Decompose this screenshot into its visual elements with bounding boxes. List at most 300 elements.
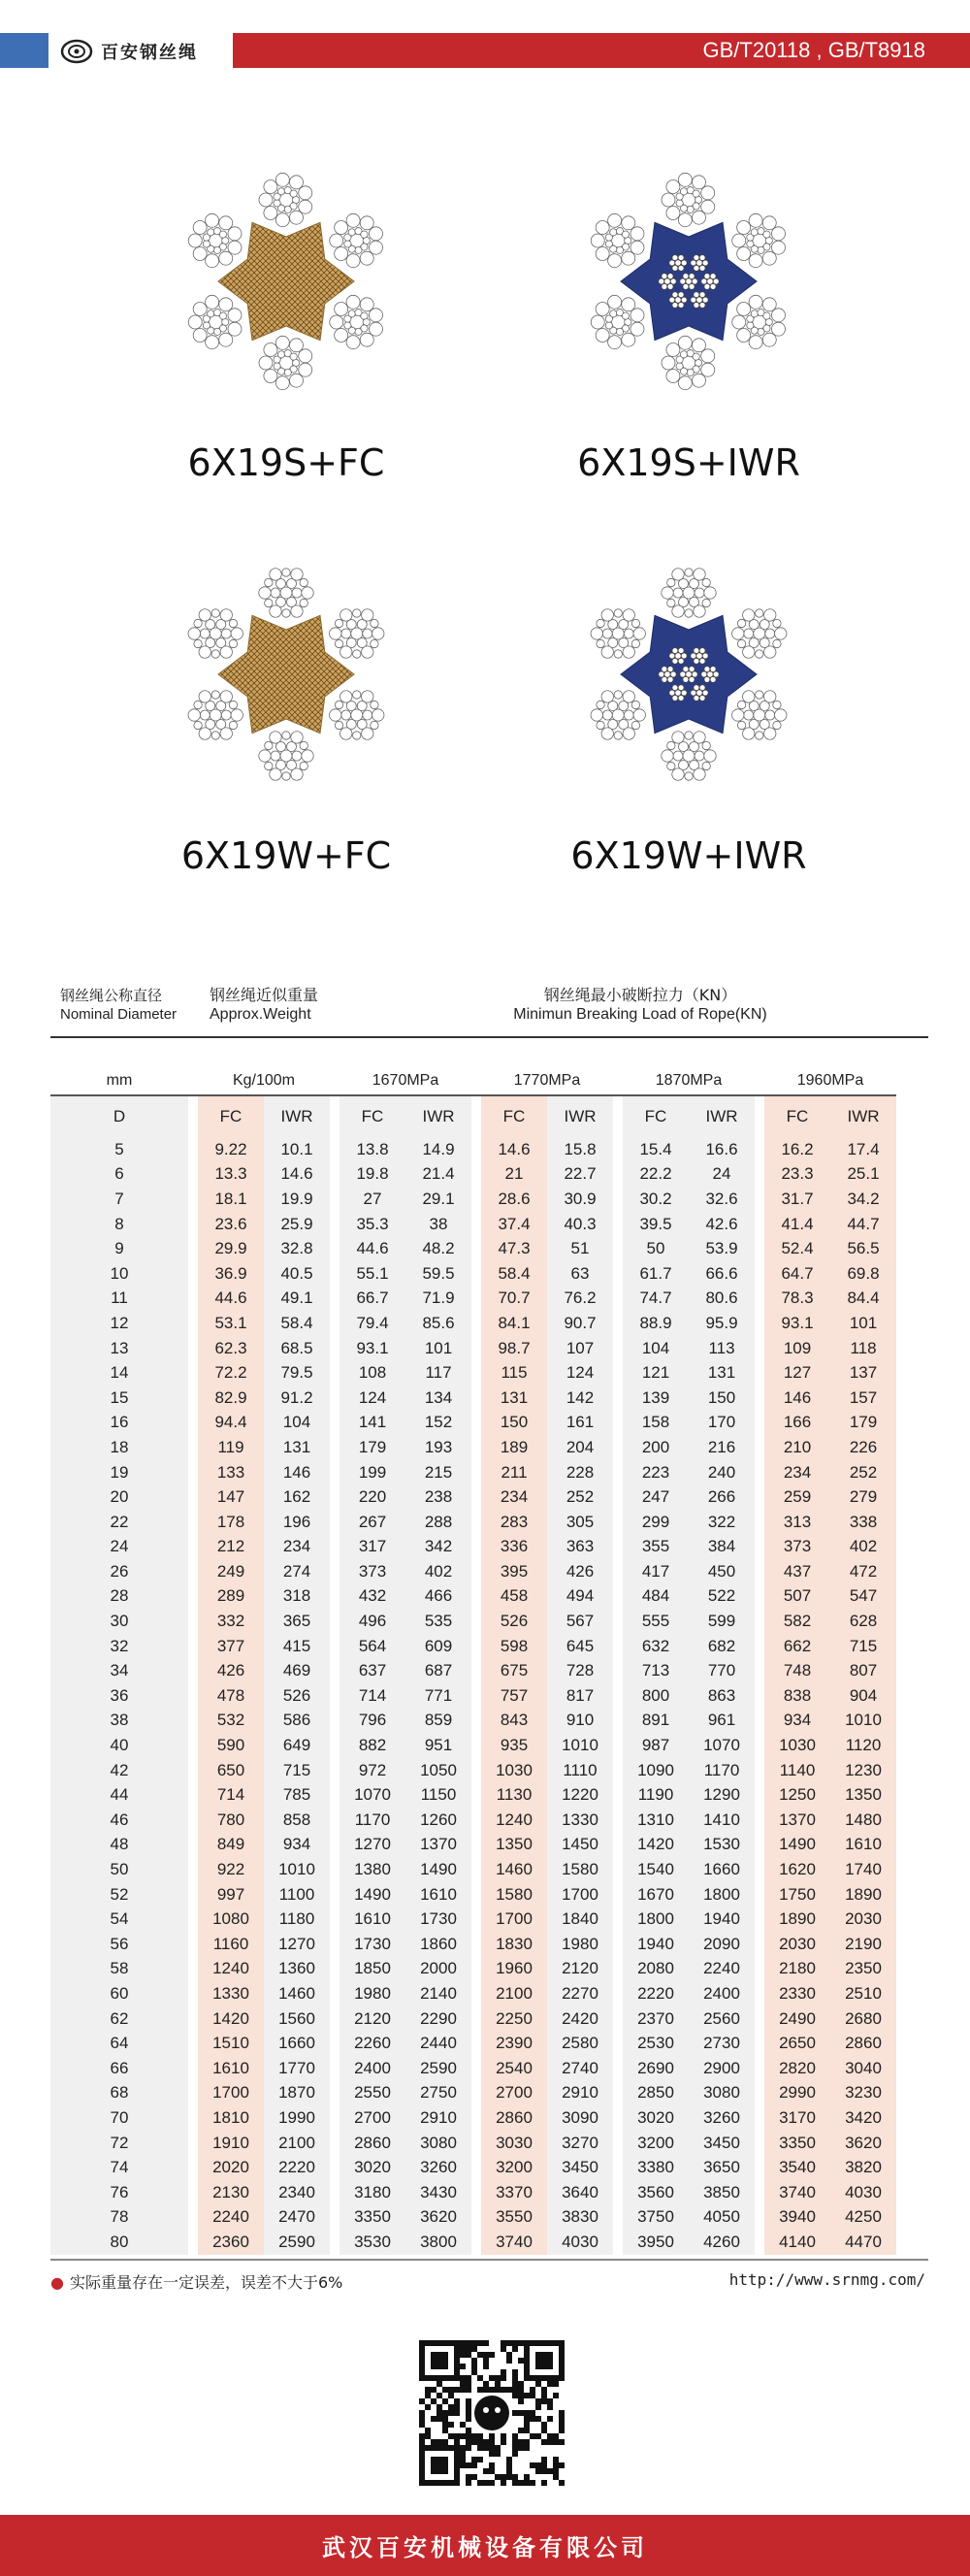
diameter-cell: 7: [50, 1187, 188, 1212]
value-cell: 58.4: [481, 1261, 547, 1287]
iwr-label: IWR: [264, 1095, 330, 1137]
diameter-cell: 10: [50, 1261, 188, 1287]
value-cell: 44.6: [198, 1287, 264, 1312]
value-cell: 166: [764, 1411, 830, 1436]
value-cell: 1420: [198, 2006, 264, 2032]
value-cell: 728: [547, 1658, 613, 1683]
value-cell: 179: [830, 1411, 896, 1436]
value-cell: 196: [264, 1510, 330, 1535]
value-cell: 37.4: [481, 1212, 547, 1237]
value-cell: 496: [340, 1609, 405, 1634]
value-cell: 14.6: [481, 1137, 547, 1162]
value-cell: 150: [689, 1386, 755, 1411]
value-cell: 2860: [830, 2031, 896, 2056]
table-row: [50, 1411, 896, 1436]
value-cell: 1450: [547, 1833, 613, 1858]
value-cell: 1670: [623, 1882, 689, 1908]
value-cell: 141: [340, 1411, 405, 1436]
diameter-cell: 30: [50, 1609, 188, 1634]
value-cell: 1070: [689, 1733, 755, 1758]
value-cell: 24: [689, 1162, 755, 1188]
value-cell: 1330: [547, 1808, 613, 1833]
value-cell: 1960: [481, 1957, 547, 1982]
value-cell: 2750: [405, 2081, 471, 2106]
value-cell: 450: [689, 1559, 755, 1584]
table-row: [50, 1559, 896, 1584]
value-cell: 68.5: [264, 1336, 330, 1361]
iwr-label: IWR: [405, 1095, 471, 1137]
value-cell: 3640: [547, 2180, 613, 2205]
rope-cross-section-6x19w-iwr: [567, 548, 810, 800]
value-cell: 61.7: [623, 1261, 689, 1287]
value-cell: 3040: [830, 2056, 896, 2081]
unit-weight: Kg/100m: [198, 1067, 330, 1095]
table-row: [50, 1484, 896, 1510]
value-cell: 472: [830, 1559, 896, 1584]
value-cell: 1610: [340, 1907, 405, 1932]
weight-header-cn: 钢丝绳近似重量: [210, 986, 319, 1004]
diameter-cell: 68: [50, 2081, 188, 2106]
value-cell: 74.7: [623, 1287, 689, 1312]
table-row: [50, 1609, 896, 1634]
value-cell: 90.7: [547, 1311, 613, 1336]
value-cell: 170: [689, 1411, 755, 1436]
value-cell: 567: [547, 1609, 613, 1634]
value-cell: 2100: [264, 2131, 330, 2156]
value-cell: 80.6: [689, 1287, 755, 1312]
diameter-cell: 8: [50, 1212, 188, 1237]
value-cell: 79.4: [340, 1311, 405, 1336]
value-cell: 2590: [405, 2056, 471, 2081]
value-cell: 2140: [405, 1981, 471, 2006]
value-cell: 687: [405, 1658, 471, 1683]
value-cell: 1030: [764, 1733, 830, 1758]
value-cell: 3260: [689, 2105, 755, 2131]
value-cell: 200: [623, 1435, 689, 1460]
diameter-cell: 64: [50, 2031, 188, 2056]
value-cell: 69.8: [830, 1261, 896, 1287]
value-cell: 910: [547, 1709, 613, 1734]
value-cell: 3540: [764, 2155, 830, 2180]
value-cell: 415: [264, 1634, 330, 1659]
value-cell: 1100: [264, 1882, 330, 1908]
value-cell: 2220: [264, 2155, 330, 2180]
value-cell: 2900: [689, 2056, 755, 2081]
value-cell: 590: [198, 1733, 264, 1758]
value-cell: 299: [623, 1510, 689, 1535]
value-cell: 1240: [481, 1808, 547, 1833]
value-cell: 858: [264, 1808, 330, 1833]
value-cell: 395: [481, 1559, 547, 1584]
value-cell: 2350: [830, 1957, 896, 1982]
value-cell: 377: [198, 1634, 264, 1659]
value-cell: 2030: [764, 1932, 830, 1957]
breaking-load-header: [485, 986, 795, 1025]
value-cell: 274: [264, 1559, 330, 1584]
value-cell: 402: [830, 1535, 896, 1560]
value-cell: 161: [547, 1411, 613, 1436]
value-cell: 240: [689, 1460, 755, 1485]
value-cell: 1840: [547, 1907, 613, 1932]
value-cell: 249: [198, 1559, 264, 1584]
value-cell: 2440: [405, 2031, 471, 2056]
value-cell: 1620: [764, 1857, 830, 1882]
value-cell: 1770: [264, 2056, 330, 2081]
value-cell: 1910: [198, 2131, 264, 2156]
value-cell: 115: [481, 1360, 547, 1386]
value-cell: 215: [405, 1460, 471, 1485]
value-cell: 2340: [264, 2180, 330, 2205]
table-row: [50, 2155, 896, 2180]
value-cell: 317: [340, 1535, 405, 1560]
table-row: [50, 1435, 896, 1460]
value-cell: 1730: [340, 1932, 405, 1957]
diameter-cell: 12: [50, 1311, 188, 1336]
value-cell: 1030: [481, 1758, 547, 1783]
rope-title-6x19s-fc: 6X19S+FC: [187, 441, 385, 484]
value-cell: 3020: [340, 2155, 405, 2180]
value-cell: 1510: [198, 2031, 264, 2056]
diameter-cell: 74: [50, 2155, 188, 2180]
value-cell: 289: [198, 1584, 264, 1610]
value-cell: 1180: [264, 1907, 330, 1932]
value-cell: 2990: [764, 2081, 830, 2106]
value-cell: 466: [405, 1584, 471, 1610]
value-cell: 94.4: [198, 1411, 264, 1436]
value-cell: 859: [405, 1709, 471, 1734]
value-cell: 934: [764, 1709, 830, 1734]
value-cell: 152: [405, 1411, 471, 1436]
iwr-label: IWR: [547, 1095, 613, 1137]
value-cell: 179: [340, 1435, 405, 1460]
table-row: [50, 1236, 896, 1261]
value-cell: 1460: [264, 1981, 330, 2006]
value-cell: 526: [481, 1609, 547, 1634]
value-cell: 3850: [689, 2180, 755, 2205]
value-cell: 137: [830, 1360, 896, 1386]
table-row: [50, 1584, 896, 1610]
value-cell: 226: [830, 1435, 896, 1460]
value-cell: 757: [481, 1683, 547, 1709]
value-cell: 267: [340, 1510, 405, 1535]
website-link[interactable]: http://www.srnmg.com/: [728, 2270, 925, 2289]
table-row: [50, 1907, 896, 1932]
wechat-qr-code-icon: [419, 2340, 565, 2486]
value-cell: 1360: [264, 1957, 330, 1982]
value-cell: 91.2: [264, 1386, 330, 1411]
value-cell: 1530: [689, 1833, 755, 1858]
value-cell: 1850: [340, 1957, 405, 1982]
value-cell: 458: [481, 1584, 547, 1610]
table-row: [50, 1386, 896, 1411]
value-cell: 220: [340, 1484, 405, 1510]
value-cell: 121: [623, 1360, 689, 1386]
value-cell: 1010: [830, 1709, 896, 1734]
value-cell: 2400: [689, 1981, 755, 2006]
company-name: 武汉百安机械设备有限公司: [322, 2534, 648, 2561]
value-cell: 1660: [689, 1857, 755, 1882]
value-cell: 478: [198, 1683, 264, 1709]
brand-name: 百安钢丝绳: [101, 43, 198, 63]
value-cell: 780: [198, 1808, 264, 1833]
value-cell: 131: [481, 1386, 547, 1411]
value-cell: 1140: [764, 1758, 830, 1783]
value-cell: 216: [689, 1435, 755, 1460]
value-cell: 922: [198, 1857, 264, 1882]
value-cell: 849: [198, 1833, 264, 1858]
value-cell: 3380: [623, 2155, 689, 2180]
value-cell: 564: [340, 1634, 405, 1659]
value-cell: 15.4: [623, 1137, 689, 1162]
value-cell: 2700: [481, 2081, 547, 2106]
value-cell: 682: [689, 1634, 755, 1659]
value-cell: 9.22: [198, 1137, 264, 1162]
value-cell: 2580: [547, 2031, 613, 2056]
diameter-cell: 19: [50, 1460, 188, 1485]
diameter-cell: 52: [50, 1882, 188, 1908]
value-cell: 935: [481, 1733, 547, 1758]
value-cell: 1540: [623, 1857, 689, 1882]
value-cell: 3620: [830, 2131, 896, 2156]
value-cell: 2550: [340, 2081, 405, 2106]
value-cell: 586: [264, 1709, 330, 1734]
value-cell: 1860: [405, 1932, 471, 1957]
note-text: 实际重量存在一定误差，误差不大于6%: [69, 2273, 343, 2292]
value-cell: 332: [198, 1609, 264, 1634]
value-cell: 1610: [198, 2056, 264, 2081]
value-cell: 838: [764, 1683, 830, 1709]
value-cell: 40.5: [264, 1261, 330, 1287]
value-cell: 494: [547, 1584, 613, 1610]
value-cell: 16.2: [764, 1137, 830, 1162]
value-cell: 25.9: [264, 1212, 330, 1237]
value-cell: 2820: [764, 2056, 830, 2081]
diameter-cell: 20: [50, 1484, 188, 1510]
value-cell: 2470: [264, 2205, 330, 2231]
value-cell: 21: [481, 1162, 547, 1188]
top-banner: [0, 0, 970, 68]
value-cell: 101: [405, 1336, 471, 1361]
value-cell: 469: [264, 1658, 330, 1683]
value-cell: 131: [689, 1360, 755, 1386]
value-cell: 117: [405, 1360, 471, 1386]
value-cell: 3370: [481, 2180, 547, 2205]
value-cell: 3080: [689, 2081, 755, 2106]
diameter-cell: 40: [50, 1733, 188, 1758]
value-cell: 771: [405, 1683, 471, 1709]
value-cell: 342: [405, 1535, 471, 1560]
value-cell: 2740: [547, 2056, 613, 2081]
value-cell: 146: [764, 1386, 830, 1411]
value-cell: 1010: [264, 1857, 330, 1882]
value-cell: 212: [198, 1535, 264, 1560]
brand-logo: [60, 39, 198, 64]
table-row: [50, 2056, 896, 2081]
value-cell: 3350: [340, 2205, 405, 2231]
table-row: [50, 1957, 896, 1982]
value-cell: 82.9: [198, 1386, 264, 1411]
value-cell: 1350: [481, 1833, 547, 1858]
diameter-cell: 76: [50, 2180, 188, 2205]
fc-label: FC: [764, 1095, 830, 1137]
value-cell: 50: [623, 1236, 689, 1261]
value-cell: 1370: [405, 1833, 471, 1858]
value-cell: 66.7: [340, 1287, 405, 1312]
value-cell: 3830: [547, 2205, 613, 2231]
value-cell: 1070: [340, 1782, 405, 1808]
value-cell: 2910: [405, 2105, 471, 2131]
value-cell: 1700: [547, 1882, 613, 1908]
value-cell: 1490: [340, 1882, 405, 1908]
value-cell: 1170: [340, 1808, 405, 1833]
value-cell: 628: [830, 1609, 896, 1634]
diameter-cell: 11: [50, 1287, 188, 1312]
value-cell: 228: [547, 1460, 613, 1485]
value-cell: 127: [764, 1360, 830, 1386]
value-cell: 234: [764, 1460, 830, 1485]
value-cell: 972: [340, 1758, 405, 1783]
value-cell: 796: [340, 1709, 405, 1734]
grade-1670: 1670MPa: [340, 1067, 471, 1095]
value-cell: 2260: [340, 2031, 405, 2056]
value-cell: 4030: [547, 2230, 613, 2255]
value-cell: 2240: [689, 1957, 755, 1982]
diameter-cell: 28: [50, 1584, 188, 1610]
value-cell: 4140: [764, 2230, 830, 2255]
value-cell: 713: [623, 1658, 689, 1683]
value-cell: 63: [547, 1261, 613, 1287]
value-cell: 1490: [405, 1857, 471, 1882]
value-cell: 637: [340, 1658, 405, 1683]
value-cell: 204: [547, 1435, 613, 1460]
value-cell: 3550: [481, 2205, 547, 2231]
value-cell: 17.4: [830, 1137, 896, 1162]
table-row: [50, 1187, 896, 1212]
value-cell: 437: [764, 1559, 830, 1584]
value-cell: 44.7: [830, 1212, 896, 1237]
d-label: D: [50, 1095, 188, 1137]
value-cell: 1800: [689, 1882, 755, 1908]
value-cell: 22.2: [623, 1162, 689, 1188]
value-cell: 2730: [689, 2031, 755, 2056]
table-row: [50, 1833, 896, 1858]
value-cell: 32.6: [689, 1187, 755, 1212]
weight-tolerance-note: [50, 2270, 342, 2293]
table-row: [50, 1287, 896, 1312]
value-cell: 104: [264, 1411, 330, 1436]
value-cell: 1350: [830, 1782, 896, 1808]
value-cell: 2270: [547, 1981, 613, 2006]
value-cell: 402: [405, 1559, 471, 1584]
table-row: [50, 1510, 896, 1535]
value-cell: 3230: [830, 2081, 896, 2106]
value-cell: 252: [547, 1484, 613, 1510]
value-cell: 14.9: [405, 1137, 471, 1162]
table-row: [50, 1535, 896, 1560]
value-cell: 599: [689, 1609, 755, 1634]
value-cell: 288: [405, 1510, 471, 1535]
value-cell: 109: [764, 1336, 830, 1361]
value-cell: 93.1: [340, 1336, 405, 1361]
unit-d: mm: [50, 1067, 188, 1095]
value-cell: 189: [481, 1435, 547, 1460]
value-cell: 53.1: [198, 1311, 264, 1336]
value-cell: 210: [764, 1435, 830, 1460]
value-cell: 714: [340, 1683, 405, 1709]
value-cell: 1980: [340, 1981, 405, 2006]
diameter-cell: 70: [50, 2105, 188, 2131]
diameter-header-cn: 钢丝绳公称直径: [60, 987, 163, 1004]
table-row: [50, 2230, 896, 2255]
iwr-label: IWR: [689, 1095, 755, 1137]
weight-header: [210, 986, 318, 1025]
diameter-cell: 44: [50, 1782, 188, 1808]
value-cell: 2330: [764, 1981, 830, 2006]
value-cell: 211: [481, 1460, 547, 1485]
value-cell: 1150: [405, 1782, 471, 1808]
value-cell: 70.7: [481, 1287, 547, 1312]
table-row: [50, 1162, 896, 1188]
table-row: [50, 1782, 896, 1808]
value-cell: 1130: [481, 1782, 547, 1808]
value-cell: 4250: [830, 2205, 896, 2231]
value-cell: 770: [689, 1658, 755, 1683]
value-cell: 4030: [830, 2180, 896, 2205]
table-row: [50, 1460, 896, 1485]
value-cell: 146: [264, 1460, 330, 1485]
value-cell: 432: [340, 1584, 405, 1610]
value-cell: 2650: [764, 2031, 830, 2056]
value-cell: 522: [689, 1584, 755, 1610]
value-cell: 2540: [481, 2056, 547, 2081]
fc-label: FC: [198, 1095, 264, 1137]
diameter-cell: 72: [50, 2131, 188, 2156]
grade-1960: 1960MPa: [764, 1067, 896, 1095]
value-cell: 532: [198, 1709, 264, 1734]
fc-label: FC: [340, 1095, 405, 1137]
value-cell: 134: [405, 1386, 471, 1411]
value-cell: 158: [623, 1411, 689, 1436]
value-cell: 1940: [623, 1932, 689, 1957]
value-cell: 56.5: [830, 1236, 896, 1261]
diameter-cell: 38: [50, 1709, 188, 1734]
value-cell: 113: [689, 1336, 755, 1361]
fc-label: FC: [481, 1095, 547, 1137]
value-cell: 52.4: [764, 1236, 830, 1261]
value-cell: 632: [623, 1634, 689, 1659]
table-row: [50, 2031, 896, 2056]
value-cell: 223: [623, 1460, 689, 1485]
value-cell: 2130: [198, 2180, 264, 2205]
diameter-cell: 32: [50, 1634, 188, 1659]
value-cell: 279: [830, 1484, 896, 1510]
value-cell: 64.7: [764, 1261, 830, 1287]
value-cell: 118: [830, 1336, 896, 1361]
value-cell: 1730: [405, 1907, 471, 1932]
value-cell: 107: [547, 1336, 613, 1361]
grade-1770: 1770MPa: [481, 1067, 613, 1095]
value-cell: 150: [481, 1411, 547, 1436]
value-cell: 1050: [405, 1758, 471, 1783]
value-cell: 318: [264, 1584, 330, 1610]
value-cell: 1830: [481, 1932, 547, 1957]
value-cell: 800: [623, 1683, 689, 1709]
diameter-cell: 5: [50, 1137, 188, 1162]
table-row: [50, 1709, 896, 1734]
value-cell: 28.6: [481, 1187, 547, 1212]
value-cell: 27: [340, 1187, 405, 1212]
value-cell: 259: [764, 1484, 830, 1510]
